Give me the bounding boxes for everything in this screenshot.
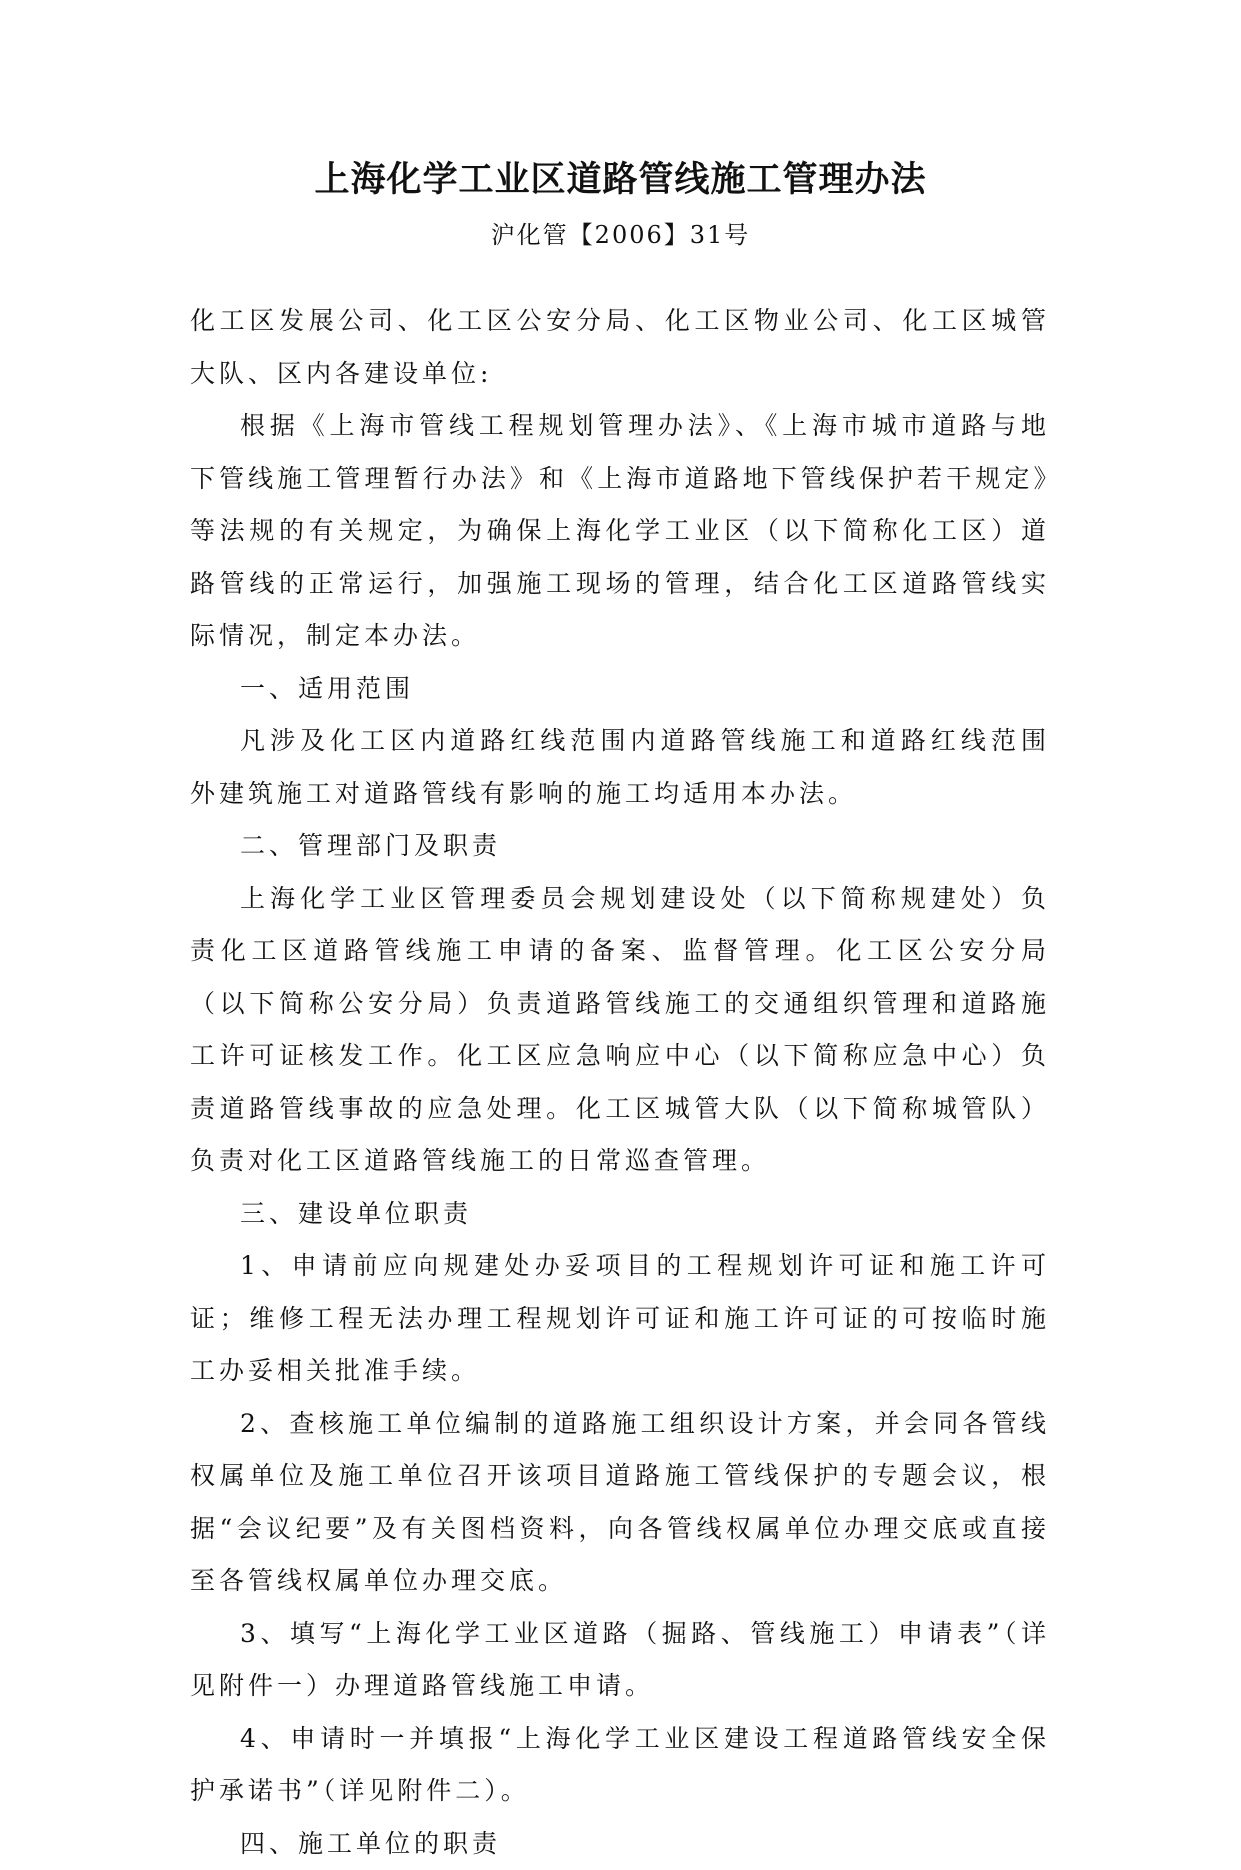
section-3-heading: 三、建设单位职责 <box>190 1188 1050 1241</box>
section-3-item-1: 1、申请前应向规建处办妥项目的工程规划许可证和施工许可证；维修工程无法办理工程规划许可证和施工许可证的可按临时施工办妥相关批准手续。 <box>190 1240 1050 1398</box>
section-1-paragraph: 凡涉及化工区内道路红线范围内道路管线施工和道路红线范围外建筑施工对道路管线有影响的施工均适用本办法。 <box>190 715 1050 820</box>
intro-paragraph: 根据《上海市管线工程规划管理办法》、《上海市城市道路与地下管线施工管理暂行办法》和《上海市道路地下管线保护若干规定》等法规的有关规定，为确保上海化学工业区（以下简称化工区）道路管线的正常运行，加强施工现场的管理，结合化工区道路管线实际情况，制定本办法。 <box>190 400 1050 663</box>
section-4-heading: 四、施工单位的职责 <box>190 1818 1050 1870</box>
section-3-item-4: 4、申请时一并填报“上海化学工业区建设工程道路管线安全保护承诺书”（详见附件二）。 <box>190 1713 1050 1818</box>
section-1-heading: 一、适用范围 <box>190 663 1050 716</box>
section-3-item-3: 3、填写“上海化学工业区道路（掘路、管线施工）申请表”（详见附件一）办理道路管线施工申请。 <box>190 1608 1050 1713</box>
recipients-paragraph: 化工区发展公司、化工区公安分局、化工区物业公司、化工区城管大队、区内各建设单位: <box>190 295 1050 400</box>
section-3-item-2: 2、查核施工单位编制的道路施工组织设计方案，并会同各管线权属单位及施工单位召开该项目道路施工管线保护的专题会议，根据“会议纪要”及有关图档资料，向各管线权属单位办理交底或直接至各管线权属单位办理交底。 <box>190 1398 1050 1608</box>
document-title: 上海化学工业区道路管线施工管理办法 <box>0 158 1241 202</box>
document-number: 沪化管【2006】31号 <box>0 218 1241 252</box>
section-2-heading: 二、管理部门及职责 <box>190 820 1050 873</box>
section-2-paragraph: 上海化学工业区管理委员会规划建设处（以下简称规建处）负责化工区道路管线施工申请的备案、监督管理。化工区公安分局（以下简称公安分局）负责道路管线施工的交通组织管理和道路施工许可证核发工作。化工区应急响应中心（以下简称应急中心）负责道路管线事故的应急处理。化工区城管大队（以下简称城管队）负责对化工区道路管线施工的日常巡查管理。 <box>190 873 1050 1188</box>
document-body <box>190 295 1050 1870</box>
